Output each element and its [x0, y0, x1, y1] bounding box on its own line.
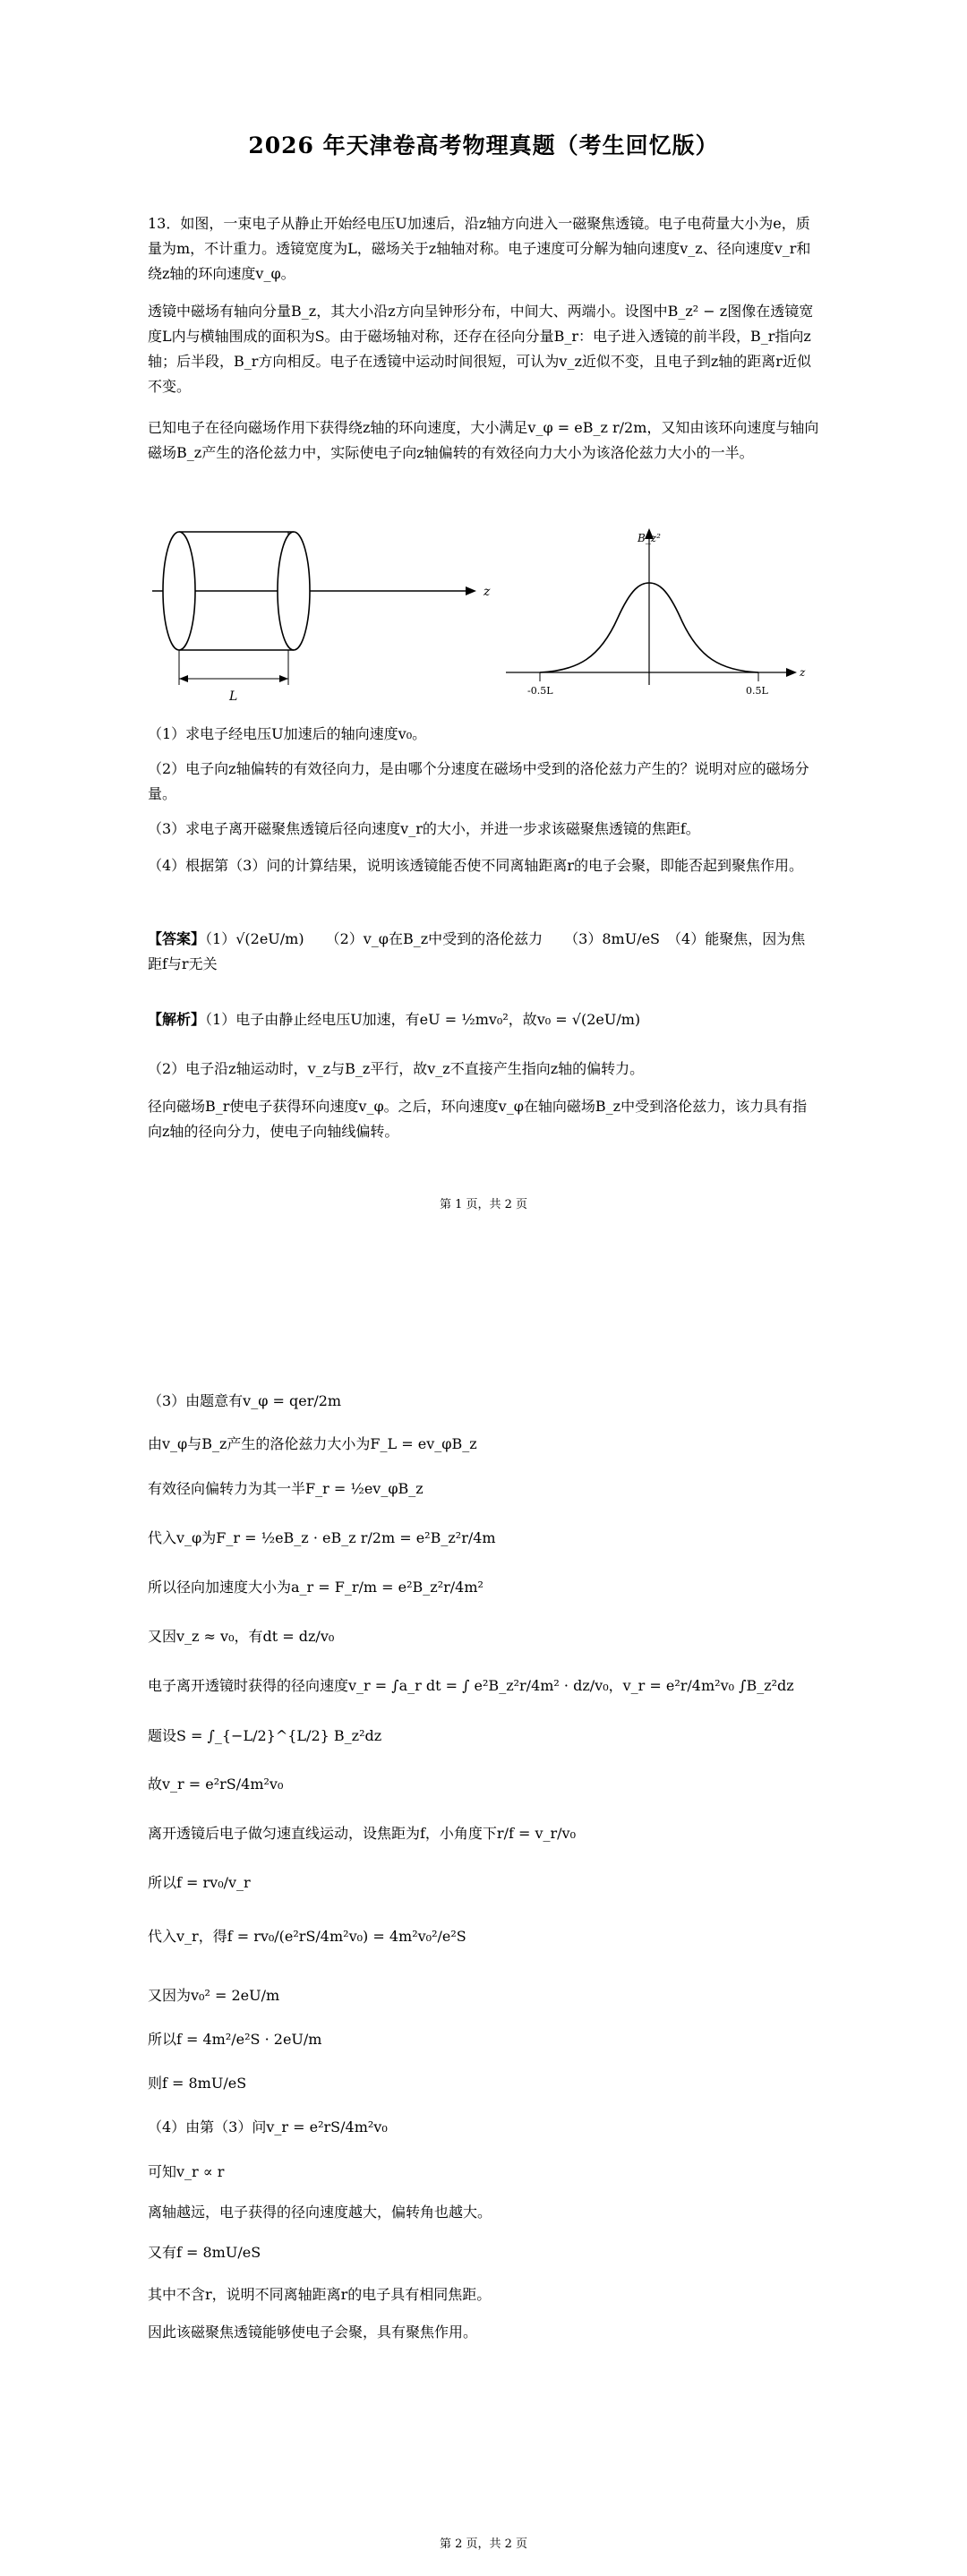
answer-label: 【答案】 [148, 930, 206, 947]
solution-line: 有效径向偏转力为其一半F_r = ½ev_φB_z [148, 1480, 424, 1497]
solution-line: 因此该磁聚焦透镜能够使电子会聚，具有聚焦作用。 [148, 2324, 478, 2341]
solution-line: 可知v_r ∝ r [148, 2163, 225, 2180]
analysis-1 [148, 1007, 819, 1032]
solution-line: 所以径向加速度大小为a_r = F_r/m = e²B_z²r/4m² [148, 1579, 484, 1596]
lens-diagram [152, 528, 501, 707]
graph-y-label: B_z² [638, 532, 661, 544]
analysis-1-text: （1）电子由静止经电压U加速，有eU = ½mv₀²，故v₀ = √(2eU/m) [205, 1011, 641, 1028]
question-4: （4）根据第（3）问的计算结果，说明该透镜能否使不同离轴距离r的电子会聚，即能否起到聚焦作用。 [148, 857, 804, 874]
graph-left-tick: -0.5L [527, 685, 553, 697]
analysis-label: 【解析】 [148, 1011, 206, 1028]
page-2-footer: 第 2 页，共 2 页 [439, 2537, 528, 2551]
solution-line: 代入v_φ为F_r = ½eB_z · eB_z r/2m = e²B_z²r/4m [148, 1529, 496, 1546]
problem-paragraph-3: 已知电子在径向磁场作用下获得绕z轴的环向速度，大小满足v_φ = eB_z r/2m，又知由该环向速度与轴向磁场B_z产生的洛伦兹力中，实际使电子向z轴偏转的有效径向力大小为该洛伦兹力大小的一半。 [148, 419, 819, 461]
solution-line: 其中不含r，说明不同离轴距离r的电子具有相同焦距。 [148, 2286, 492, 2303]
graph-right-tick: 0.5L [746, 685, 768, 697]
solution-line: 又有f = 8mU/eS [148, 2244, 261, 2261]
question-1: （1）求电子经电压U加速后的轴向速度v₀。 [148, 725, 427, 742]
solution-line: （3）由题意有v_φ = qer/2m [148, 1392, 342, 1409]
solution-line: 代入v_r，得f = rv₀/(e²rS/4m²v₀) = 4m²v₀²/e²S [148, 1928, 466, 1945]
lens-width-label: L [229, 689, 238, 704]
page-title: 2026 年天津卷高考物理真题（考生回忆版） [248, 133, 719, 158]
solution-line: 又因为v₀² = 2eU/m [148, 1987, 280, 2004]
lens-z-label: z [484, 585, 491, 599]
problem-paragraph-2: 透镜中磁场有轴向分量B_z，其大小沿z方向呈钟形分布，中间大、两端小。设图中B_z² − z图像在透镜宽度L内与横轴围成的面积为S。由于磁场轴对称，还存在径向分量B_r：电子进入透镜的前半段，B_r指向z轴；后半段，B_r方向相反。电子在透镜中运动时间很短，可认为v_z近似不变，且电子到z轴的距离r近似不变。 [148, 303, 814, 395]
solution-line: 电子离开透镜时获得的径向速度v_r = ∫a_r dt = ∫ e²B_z²r/4m² · dz/v₀，v_r = e²r/4m²v₀ ∫B_z²dz [148, 1677, 794, 1694]
analysis-3: 径向磁场B_r使电子获得环向速度v_φ。之后，环向速度v_φ在轴向磁场B_z中受到洛伦兹力，该力具有指向z轴的径向分力，使电子向轴线偏转。 [148, 1098, 808, 1140]
analysis-2: （2）电子沿z轴运动时，v_z与B_z平行，故v_z不直接产生指向z轴的偏转力。 [148, 1060, 645, 1077]
solution-line: 所以f = 4m²/e²S · 2eU/m [148, 2031, 322, 2048]
solution-line: 又因v_z ≈ v₀，有dt = dz/v₀ [148, 1628, 335, 1645]
graph-x-label: z [800, 666, 806, 679]
solution-line: 由v_φ与B_z产生的洛伦兹力大小为F_L = ev_φB_z [148, 1435, 477, 1452]
solution-line: 则f = 8mU/eS [148, 2075, 247, 2092]
answer-block [148, 927, 819, 977]
question-2: （2）电子向z轴偏转的有效径向力，是由哪个分速度在磁场中受到的洛伦兹力产生的？说明对应的磁场分量。 [148, 760, 809, 802]
solution-line: 故v_r = e²rS/4m²v₀ [148, 1776, 284, 1793]
solution-line: 离开透镜后电子做匀速直线运动，设焦距为f，小角度下r/f = v_r/v₀ [148, 1825, 576, 1842]
solution-line: 题设S = ∫_{−L/2}^{L/2} B_z²dz [148, 1727, 382, 1744]
solution-line: 离轴越远，电子获得的径向速度越大，偏转角也越大。 [148, 2204, 492, 2221]
solution-line: （4）由第（3）问v_r = e²rS/4m²v₀ [148, 2118, 388, 2135]
question-3: （3）求电子离开磁聚焦透镜后径向速度v_r的大小，并进一步求该磁聚焦透镜的焦距f。 [148, 820, 700, 837]
answer-text: （1）√(2eU/m) （2）v_φ在B_z中受到的洛伦兹力 （3）8mU/eS （4）能聚焦，因为焦距f与r无关 [148, 930, 806, 972]
page-1-footer: 第 1 页，共 2 页 [439, 1198, 528, 1211]
problem-intro: 13．如图，一束电子从静止开始经电压U加速后，沿z轴方向进入一磁聚焦透镜。电子电荷量大小为e，质量为m，不计重力。透镜宽度为L，磁场关于z轴轴对称。电子速度可分解为轴向速度v_z、径向速度v_r和绕z轴的环向速度v_φ。 [148, 215, 811, 282]
solution-line: 所以f = rv₀/v_r [148, 1874, 251, 1891]
bz-squared-graph [506, 524, 810, 712]
page-2 [0, 1298, 967, 2576]
